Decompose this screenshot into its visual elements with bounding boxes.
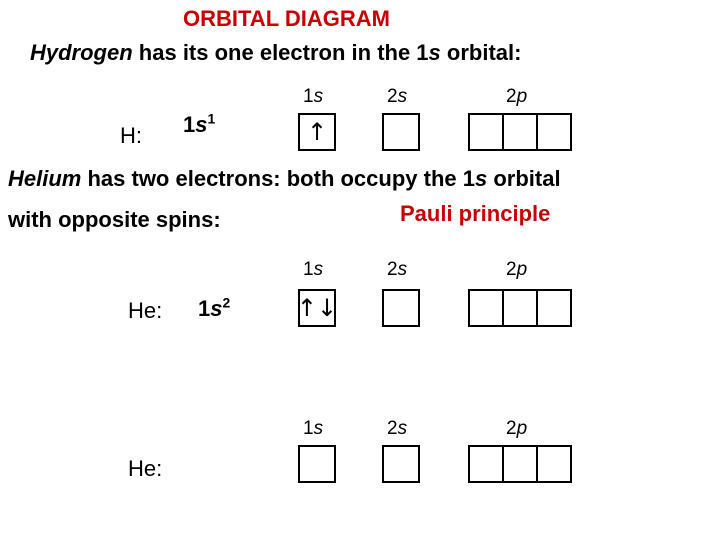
helium-symbol-blank: He: xyxy=(128,456,163,481)
electron-up-arrow-icon: ↑ xyxy=(306,118,328,146)
header-1s-he: 1s xyxy=(303,259,324,280)
orbital-box-he-blank-2p-1 xyxy=(468,445,504,483)
orbital-box-h-2s xyxy=(382,113,420,151)
orbital-box-he-2p-2 xyxy=(502,289,538,327)
hydrogen-intro-s: s xyxy=(428,40,441,65)
header-1s: 1s xyxy=(303,86,324,107)
header-2s: 2s xyxy=(387,86,408,107)
orbital-group-he-blank-2p xyxy=(468,445,572,483)
orbital-box-he-blank-1s xyxy=(298,445,336,483)
helium-intro-text-a: has two electrons: both occupy the 1 xyxy=(81,166,475,191)
helium-configuration: $1s^2$ xyxy=(198,294,231,321)
page-title: ORBITAL DIAGRAM xyxy=(183,6,390,31)
hydrogen-intro-text-a: has its one electron in the 1 xyxy=(132,40,429,65)
orbital-box-he-1s xyxy=(298,289,336,327)
hydrogen-intro-text-b: orbital: xyxy=(440,40,522,65)
orbital-box-he-blank-2p-2 xyxy=(502,445,538,483)
orbital-box-he-2p-3 xyxy=(536,289,572,327)
orbital-box-he-2p-1 xyxy=(468,289,504,327)
orbital-group-h-2p xyxy=(468,113,572,151)
orbital-box-h-1s xyxy=(298,113,336,151)
header-2p-he-blank: 2p xyxy=(506,418,528,439)
helium-intro xyxy=(8,166,561,192)
orbital-box-he-blank-2s xyxy=(382,445,420,483)
helium-intro-text-b: orbital xyxy=(487,166,561,191)
header-2p: 2p xyxy=(506,86,528,107)
orbital-box-he-blank-2p-3 xyxy=(536,445,572,483)
pauli-principle-label: Pauli principle xyxy=(400,201,551,226)
hydrogen-intro xyxy=(30,40,521,66)
orbital-group-he-2p xyxy=(468,289,572,327)
helium-intro-s: s xyxy=(474,166,488,191)
helium-word: Helium xyxy=(8,166,82,191)
orbital-box-h-2p-3 xyxy=(536,113,572,151)
orbital-box-he-2s xyxy=(382,289,420,327)
helium-intro-line2: with opposite spins: xyxy=(8,207,221,232)
electron-up-down-arrows-icon: ↑↓ xyxy=(296,294,338,322)
helium-symbol: He: xyxy=(128,298,163,323)
hydrogen-word: Hydrogen xyxy=(30,40,133,65)
header-2s-he-blank: 2s xyxy=(387,418,408,439)
orbital-box-h-2p-2 xyxy=(502,113,538,151)
hydrogen-configuration: $1s^1$ xyxy=(183,110,216,137)
orbital-box-h-2p-1 xyxy=(468,113,504,151)
header-2s-he: 2s xyxy=(387,259,408,280)
header-1s-he-blank: 1s xyxy=(303,418,324,439)
header-2p-he: 2p xyxy=(506,259,528,280)
hydrogen-symbol: H: xyxy=(120,123,143,148)
